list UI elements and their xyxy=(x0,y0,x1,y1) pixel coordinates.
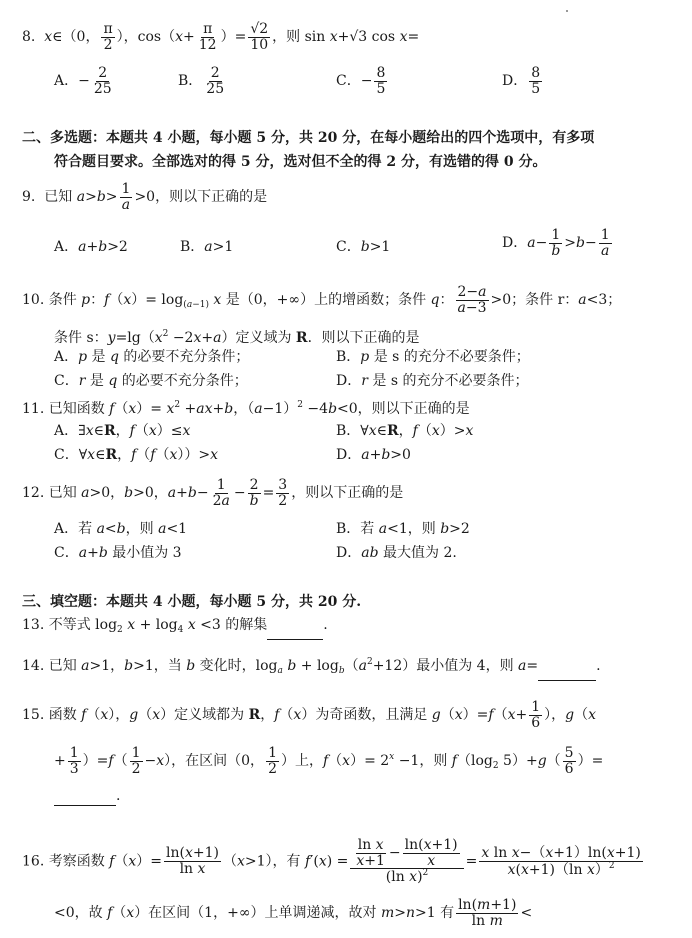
question-10-stem-line-2: 条件 s：$y=\lg(x^2 -2x+a)$定义域为 R．则以下正确的是 xyxy=(54,329,420,346)
question-10-option-a: A．p 是 q 的必要不充分条件； xyxy=(54,349,250,365)
question-8-option-b: B． $\frac{2}{25}$ xyxy=(178,65,225,97)
section-2-heading: 二、多选题：本题共 4 小题，每小题 5 分，共 20 分，在每小题给出的四个选项中，有多项 xyxy=(22,130,595,146)
question-9-option-a: A．a+b>2 xyxy=(54,239,128,255)
question-8-option-c: C．− $\frac{8}{5}$ xyxy=(336,65,386,97)
question-9-option-c: C．b>1 xyxy=(336,239,391,255)
question-8-option-d: D． $\frac{8}{5}$ xyxy=(502,65,541,97)
question-15-stem-line-2: + $\frac{1}{3}$ ）=f（ $\frac{1}{2}$ −x），在区间（0， $\frac{1}{2}$ ）上，$f(x)= 2^x -1$，则 $f(\log_2$ 5）+g（ $\frac{5}{6}$ ）= xyxy=(54,745,604,777)
question-14-stem: 14. 已知 a>1，b>1，当 b 变化时，$\log_a b + \log_b(a^2+12)$最小值为 4，则 a= . xyxy=(22,652,678,681)
section-2-heading-line-2: 符合题目要求。全部选对的得 5 分，选对但不全的得 2 分，有选错的得 0 分。 xyxy=(54,154,547,170)
question-10-option-b: B．p 是 s 的充分不必要条件； xyxy=(336,349,530,365)
question-9-option-b: B．a>1 xyxy=(180,239,234,255)
question-16-stem: 16. 考察函数 f（x）= $\frac{\ln(x+1)}{\text{ln x}}$ （x>1），有 f′(x) = $\frac{\text{ln x}}{x+1}$ − $\frac{\ln(x+1)}{x}$ (ln x)$^2$ = $\frac{\text{x ln x−（x+1）ln(x+1)}}{x(x+1)(\ln x)^2}$ xyxy=(22,837,641,886)
section-3-heading: 三、填空题：本题共 4 小题，每小题 5 分，共 20 分. xyxy=(22,594,362,610)
question-9-option-d: D．a− $\frac{1}{b}$ >b− $\frac{1}{a}$ xyxy=(502,227,610,259)
question-11-option-d: D．a+b>0 xyxy=(336,447,411,463)
question-11-option-b: B．∀x∈R，f（x）>x xyxy=(336,423,474,439)
question-10-option-c: C．r 是 q 的必要不充分条件； xyxy=(54,373,248,389)
question-12-option-c: C．a+b 最小值为 3 xyxy=(54,545,182,561)
question-12-option-b: B．若 a<1，则 b>2 xyxy=(336,521,470,537)
question-10-option-d: D．r 是 s 的充分不必要条件； xyxy=(336,373,529,389)
question-9-stem: 9. 已知 a>b> $\frac{1}{a}$ >0，则以下正确的是 xyxy=(22,181,268,213)
question-12-option-d: D．ab 最大值为 2. xyxy=(336,545,457,561)
question-13-stem: 13. 不等式 $\log_2 x + \log_4 x <3$ 的解集 . xyxy=(22,615,678,640)
question-15-stem-line-3: . xyxy=(54,786,678,806)
question-12-option-a: A．若 a<b，则 a<1 xyxy=(54,521,188,537)
question-11-stem: 11. 已知函数 $f(x)= x^2 +ax+b$，$(a-1)^2 -4b<0$，则以下正确的是 xyxy=(22,400,470,417)
scan-speck xyxy=(566,10,568,12)
question-10-stem: 10. 条件 p：$f(x)= \log_{(a-1)} x$ 是（0，+∞）上的增函数；条件 q： $\frac{2-a}{a-3}$ >0；条件 r：a<3； xyxy=(22,284,622,316)
question-12-stem: 12. 已知 a>0，b>0，a+b− $\frac{1}{2a}$ − $\frac{2}{b}$ = $\frac{3}{2}$ ，则以下正确的是 xyxy=(22,477,404,509)
question-11-option-a: A．∃x∈R，f（x）≤x xyxy=(54,423,191,439)
question-16-stem-line-2: <0，故 f（x）在区间（1，+∞）上单调递减，故对 m>n>1 有 $\frac{\ln(m+1)}{\text{ln m}}$ < xyxy=(54,897,533,929)
question-8-option-a: A．− $\frac{2}{25}$ xyxy=(54,65,112,97)
question-15-stem: 15. 函数 f（x），g（x）定义域都为 R，f（x）为奇函数，且满足 g（x）=f（x+ $\frac{1}{6}$ ），g（x xyxy=(22,699,597,731)
question-11-option-c: C．∀x∈R，f（f（x））>x xyxy=(54,447,219,463)
question-8-stem: 8. x∈（0， $\frac{\pi}{2}$ ），cos（x+ $\frac{\pi}{12}$ ）= $\frac{√2}{10}$ ，则 sin x+√3 cos x= xyxy=(22,21,420,53)
